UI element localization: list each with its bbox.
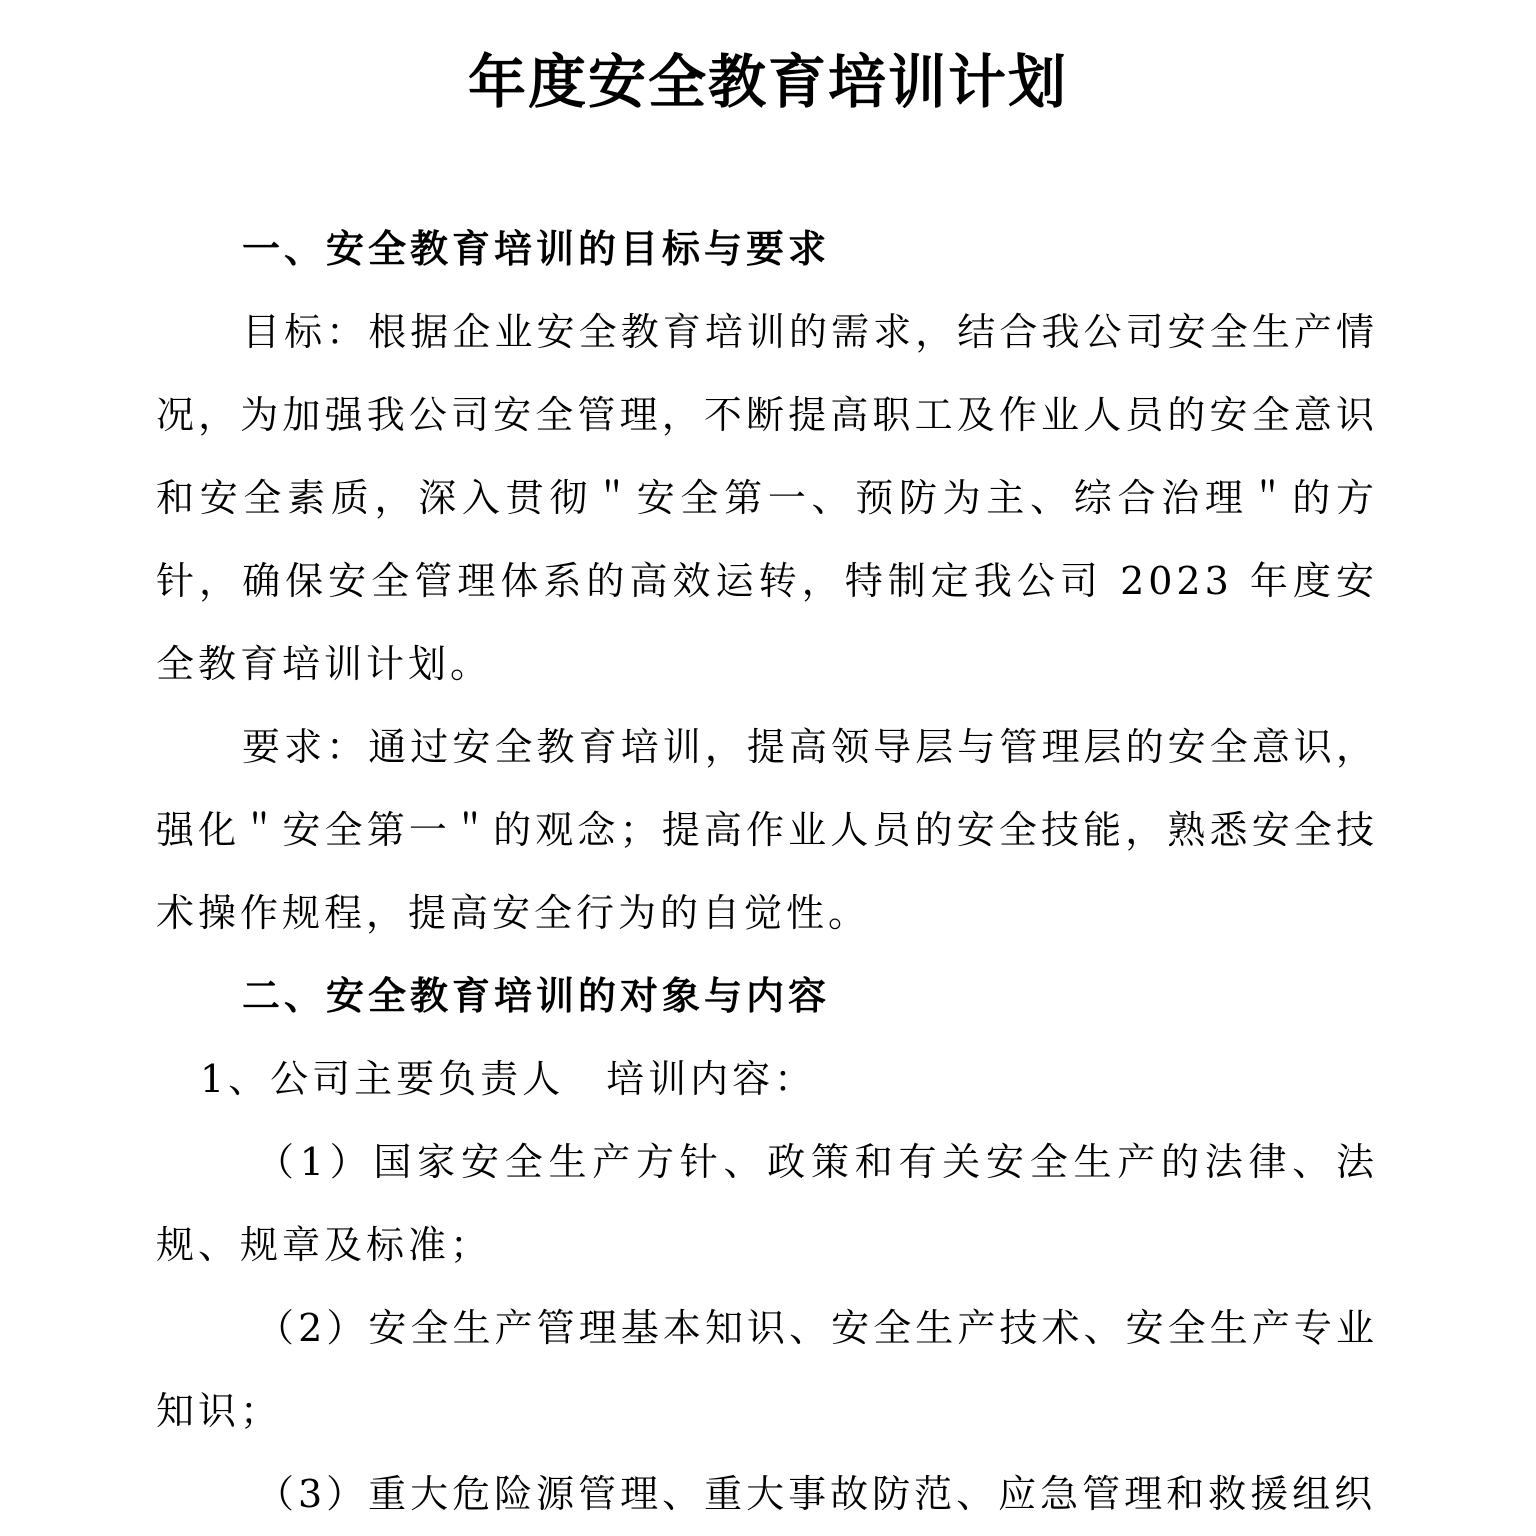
section-heading-1: 一、安全教育培训的目标与要求 [242,227,831,271]
list-item-heading: 1、公司主要负责人 培训内容： [200,1057,817,1101]
goal-paragraph: 目标：根据企业安全教育培训的需求，结合我公司安全生产情况，为加强我公司安全管理，不断提高职工及作业人员的安全意识和安全素质，深入贯彻＂安全第一、预防为主、综合治理＂的方针，确保安全管理体系的高效运转，特制定我公司 2023 年度安全教育培训计划。 [156,310,1378,686]
list-item: （3）重大危险源管理、重大事故防范、应急管理和救援组织 [256,1472,1377,1516]
requirement-paragraph: 要求：通过安全教育培训，提高领导层与管理层的安全意识，强化＂安全第一＂的观念；提高作业人员的安全技能，熟悉安全技术操作规程，提高安全行为的自觉性。 [156,725,1378,935]
section-heading-2: 二、安全教育培训的对象与内容 [242,974,831,1018]
document-body [156,208,1378,1536]
document-title: 年度安全教育培训计划 [467,48,1068,116]
list-item: （1）国家安全生产方针、政策和有关安全生产的法律、法规、规章及标准； [156,1140,1378,1267]
list-item: （2）安全生产管理基本知识、安全生产技术、安全生产专业知识； [156,1306,1378,1433]
